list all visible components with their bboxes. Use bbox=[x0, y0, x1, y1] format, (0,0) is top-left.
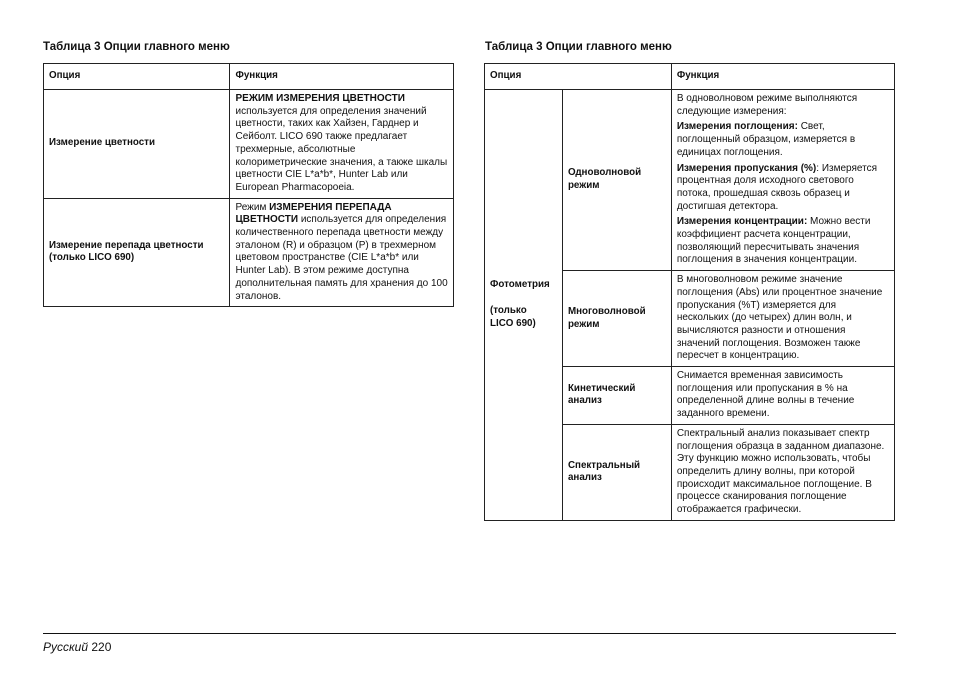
table-row bbox=[485, 90, 895, 271]
right-options-table bbox=[484, 63, 895, 521]
term-text: Свет, поглощенный образцом, измеряется в единицах поглощения. bbox=[676, 121, 856, 158]
function-transmittance bbox=[677, 163, 889, 214]
option-line: анализ bbox=[567, 472, 602, 484]
header-option: Опция bbox=[44, 64, 230, 90]
option-line: режим bbox=[567, 318, 600, 330]
function-spectral: Спектральный анализ показывает спектр поглощения образца в заданном диапазоне. Эту функцию можно использовать, чтобы определить длину волны, при которой происходит максимальное поглощение. В процессе сканирования поглощение отображается графически. bbox=[671, 424, 894, 520]
option-line: (только bbox=[490, 304, 527, 316]
function-intro: В одноволновом режиме выполняются следующие измерения: bbox=[676, 93, 858, 117]
header-function: Функция bbox=[230, 64, 454, 90]
option-line: Одноволновой bbox=[567, 167, 642, 179]
table-header-row bbox=[485, 64, 895, 90]
function-concentration bbox=[677, 216, 889, 267]
option-line: Спектральный bbox=[567, 459, 641, 471]
function-single-wavelength bbox=[671, 90, 894, 271]
table-row bbox=[44, 198, 454, 307]
term-text: : Измеряется процентная доля исходного светового потока, прошедшая сквозь образец и достигшая детектора. bbox=[676, 162, 878, 212]
option-color-difference bbox=[44, 198, 230, 307]
footer-page-number: 220 bbox=[91, 640, 112, 654]
right-table-caption: Таблица 3 Опции главного меню bbox=[485, 41, 672, 53]
function-text: используется для определения количественного перепада цветности между эталоном (R) и образцом (P) в трехмерном цветовом пространстве (CIE L*a*b* или Hunter Lab). В этом режиме доступна дополнительная память для хранения до 100 эталонов. bbox=[235, 214, 448, 302]
footer-language: Русский bbox=[43, 640, 89, 654]
function-text: используется для определения значений цветности, таких как Хайзен, Гарднер и Сейболт. LICO 690 также предлагает трехмерные, абсолютные колориметрические значения, а также шкалы цветности CIE L*a*b*, Hunter Lab или European Pharmacopoeia. bbox=[235, 105, 448, 193]
function-heading: ИЗМЕРЕНИЯ ПЕРЕПАДА ЦВЕТНОСТИ bbox=[235, 201, 392, 226]
option-line: анализ bbox=[567, 395, 602, 407]
option-line: Измерение перепада цветности bbox=[49, 239, 204, 251]
left-table-caption: Таблица 3 Опции главного меню bbox=[43, 41, 230, 53]
function-heading: РЕЖИМ ИЗМЕРЕНИЯ ЦВЕТНОСТИ bbox=[235, 93, 405, 104]
suboption-multi-wavelength bbox=[562, 271, 671, 367]
term: Измерения поглощения: bbox=[676, 121, 798, 133]
option-color-measurement: Измерение цветности bbox=[44, 90, 230, 199]
option-line: Многоволновой bbox=[567, 305, 646, 317]
option-line: режим bbox=[567, 180, 600, 192]
suboption-spectral bbox=[562, 424, 671, 520]
footer-divider bbox=[43, 633, 896, 634]
table-header-row bbox=[44, 64, 454, 90]
function-kinetic: Снимается временная зависимость поглощения или пропускания в % на определенной длине волны в течение заданного времени. bbox=[671, 367, 894, 425]
page-footer bbox=[43, 640, 111, 654]
table-row bbox=[44, 90, 454, 199]
option-line: Фотометрия bbox=[490, 279, 550, 291]
term-text: Можно вести коэффициент расчета концентрации, позволяющий пересчитывать значения поглощения в значения концентрации. bbox=[676, 216, 871, 266]
header-option: Опция bbox=[485, 64, 672, 90]
suboption-kinetic bbox=[562, 367, 671, 425]
option-line: LICO 690) bbox=[490, 317, 536, 329]
left-options-table bbox=[43, 63, 454, 307]
function-prefix: Режим bbox=[235, 201, 270, 213]
term: Измерения концентрации: bbox=[676, 216, 808, 228]
header-function: Функция bbox=[671, 64, 894, 90]
option-photometry bbox=[485, 90, 563, 521]
term: Измерения пропускания (%) bbox=[676, 162, 817, 174]
function-absorbance bbox=[677, 121, 889, 159]
suboption-single-wavelength bbox=[562, 90, 671, 271]
option-line: Кинетический bbox=[567, 382, 636, 394]
function-multi-wavelength: В многоволновом режиме значение поглощения (Abs) или процентное значение пропускания (%T) измеряется для нескольких (до четырех) длин волн, и вычисляются разности и отношения значений поглощения. Возможен также пересчет в концентрацию. bbox=[671, 271, 894, 367]
function-color-difference bbox=[230, 198, 454, 307]
option-line: (только LICO 690) bbox=[49, 252, 135, 264]
function-color-measurement bbox=[230, 90, 454, 199]
